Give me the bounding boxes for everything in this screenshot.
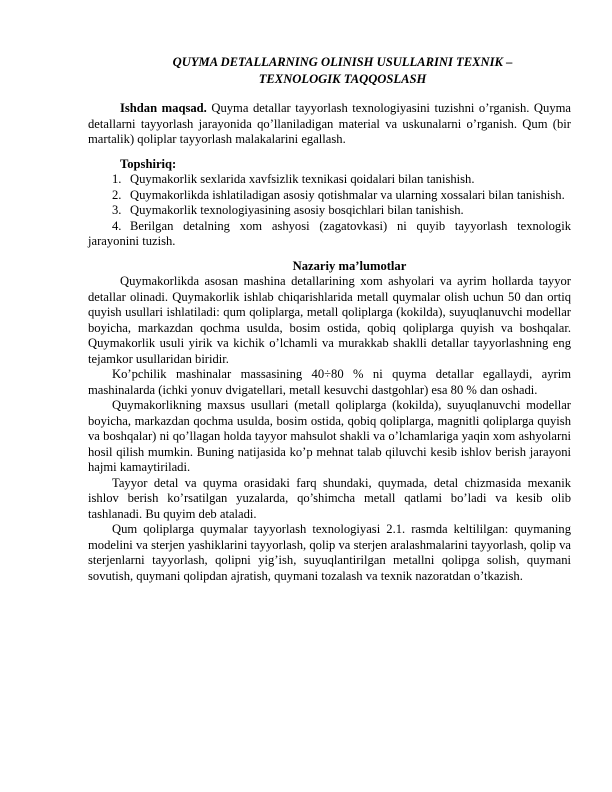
theory-heading: Nazariy ma’lumotlar xyxy=(292,258,407,273)
task-text: Berilgan detalning xom ashyosi (zagatovkasi) ni quyib tayyorlash texnologik jarayonini tuzish. xyxy=(88,218,571,248)
title-line-2: TEXNOLOGIK TAQQOSLASH xyxy=(258,72,427,86)
theory-paragraph: Quymakorlikda asosan mashina detallarining xom ashyolari va ayrim hollarda tayyor detallar olinadi. Quymakorlik ishlab chiqarishlarida metall quymalar olish uchun 50 dan ortiq quyish usullari ishlatiladi: qum qoliplarga, metall qoliplarga (kokilda), suyuqlanuvchi modellar boyicha, markazdan qochma usulda, bosim ostida, qobiq qoliplarga quyish va boshqalar. Quymakorlik usuli yirik va kichik o’lchamli va murakkab shaklli detallar tayyorlashning eng tejamkor usullaridan biridir. xyxy=(88,274,571,366)
theory-paragraph: Tayyor detal va quyma orasidaki farq shundaki, quymada, detal chizmasida mexanik ishlov berish ko’rsatilgan yuzalarda, qo’shimcha metall qatlami bo’ladi va kesib olib tashlanadi. Bu quyim deb ataladi. xyxy=(88,475,571,521)
theory-paragraph: Qum qoliplarga quymalar tayyorlash texnologiyasi 2.1. rasmda keltililgan: quymaning modelini va sterjen yashiklarini tayyorlash, qolip va sterjen aralashmalarini tayyorlash, qolip va sterjenlarni tayyorlash, qolipni yig’ish, suyuqlantirilgan metallni qolipga solish, quymani sovutish, quymani qolipdan ajratish, quymani tozalash va texnik nazoratdan o’tkazish. xyxy=(88,522,571,583)
task-number: 3. xyxy=(112,203,122,217)
aim-label: Ishdan maqsad. xyxy=(120,101,207,115)
task-heading: Topshiriq: xyxy=(120,156,177,171)
task-item xyxy=(88,203,571,219)
task-text: Quymakorlikda ishlatiladigan asosiy qotishmalar va ularning xossalari bilan tanishish. xyxy=(130,187,565,202)
task-item xyxy=(88,188,571,204)
theory-paragraph: Quymakorlikning maxsus usullari (metall qoliplarga (kokilda), suyuqlanuvchi modellar boyicha, markazdan qochma usulda, bosim ostida, qobiq qoliplarga, magnitli qoliplarga quyish va boshqalar) ni qo’llagan holda tayyor mahsulot shakli va o’lchamlariga yaqin xom ashyolarni hosil qilish mumkin. Buning natijasida ko’p mehnat talab qiluvchi kesib ishlov berish jarayoni hajmi kamaytiriladi. xyxy=(88,398,571,474)
task-number: 4. xyxy=(112,218,122,233)
title-line-1: QUYMA DETALLARNING OLINISH USULLARINI TEXNIK – xyxy=(172,55,513,69)
task-number: 1. xyxy=(112,172,122,186)
aim-text: Quyma detallar tayyorlash texnologiyasini tuzishni o’rganish. Quyma detallarni tayyorlash jarayonida qo’llaniladigan material va uskunalarni o’rganish. Qum (bir martalik) qoliplar tayyorlash malakalarini egallash. xyxy=(88,101,572,146)
theory-paragraph: Ko’pchilik mashinalar massasining 40÷80 % ni quyma detallar egallaydi, ayrim mashinalarda (ichki yonuv dvigatellari, metall kesuvchi dastgohlar) esa 80 % dan oshadi. xyxy=(88,367,571,397)
document-body xyxy=(88,54,571,584)
document-title xyxy=(88,54,571,88)
task-text: Quymakorlik texnologiyasining asosiy bosqichlari bilan tanishish. xyxy=(130,203,464,217)
task-number: 2. xyxy=(112,187,122,202)
task-item xyxy=(88,219,571,250)
task-item xyxy=(88,172,571,188)
task-text: Quymakorlik sexlarida xavfsizlik texnikasi qoidalari bilan tanishish. xyxy=(130,172,475,186)
aim-paragraph xyxy=(88,101,571,148)
